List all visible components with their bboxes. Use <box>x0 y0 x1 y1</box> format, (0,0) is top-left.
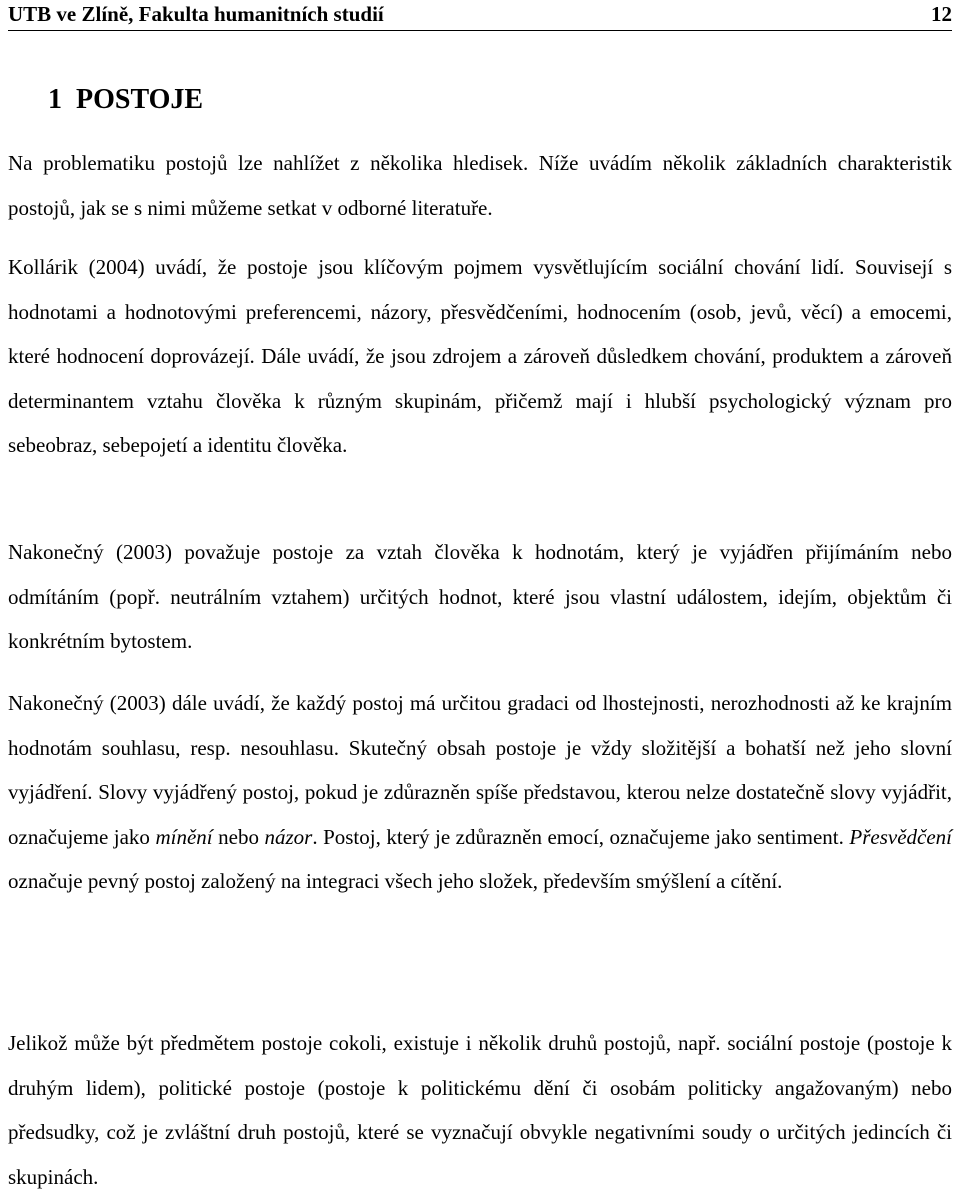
chapter-heading <box>48 82 203 118</box>
page-number: 12 <box>931 2 952 26</box>
paragraph-text: označuje pevný postoj založený na integraci všech jeho složek, především smýšlení a cítění. <box>8 869 783 893</box>
term-mineni: mínění <box>155 824 213 849</box>
paragraph-types-of-attitudes: Jelikož může být předmětem postoje cokoli, existuje i několik druhů postojů, např. sociální postoje (postoje k druhým lidem), politické postoje (postoje k politickému dění či osobám politicky angažovaným) nebo předsudky, což je zvláštní druh postojů, které se vyznačují obvykle negativními soudy o určitých jedincích či skupinách. <box>8 1031 952 1189</box>
paragraph-text: Nakonečný (2003) dále uvádí, že každý postoj má určitou gradaci od lhostejnosti, nerozhodnosti až ke krajním hodnotám souhlasu, resp. nesouhlasu. Skutečný obsah postoje je vždy složitější a bohatší než jeho slovní vyjádření. Slovy vyjádřený postoj, pokud je zdůrazněn spíše představou, kterou nelze dostatečně slovy vyjádřit, označujeme jako <box>8 691 952 849</box>
header-institution: UTB ve Zlíně, Fakulta humanitních studií <box>8 2 384 26</box>
paragraph-nakonecny-gradation <box>8 681 952 904</box>
chapter-title: POSTOJE <box>76 84 204 115</box>
paragraph-text: . Postoj, který je zdůrazněn emocí, označujeme jako sentiment. <box>312 824 844 849</box>
paragraph-intro: Na problematiku postojů lze nahlížet z několika hledisek. Níže uvádím několik základních charakteristik postojů, jak se s nimi můžeme setkat v odborné literatuře. <box>8 151 952 220</box>
term-nazor: názor <box>264 824 313 849</box>
paragraph-nakonecny-definition: Nakonečný (2003) považuje postoje za vztah člověka k hodnotám, který je vyjádřen přijímáním nebo odmítáním (popř. neutrálním vztahem) určitých hodnot, které jsou vlastní událostem, idejím, objektům či konkrétním bytostem. <box>8 540 952 653</box>
paragraph-kollarik: Kollárik (2004) uvádí, že postoje jsou klíčovým pojmem vysvětlujícím sociální chování lidí. Souvisejí s hodnotami a hodnotovými preferencemi, názory, přesvědčeními, hodnocením (osob, jevů, věcí) a emocemi, které hodnocení doprovázejí. Dále uvádí, že jsou zdrojem a zároveň důsledkem chování, produktem a zároveň determinantem vztahu člověka k různým skupinám, přičemž mají i hlubší psychologický význam pro sebeobraz, sebepojetí a identitu člověka. <box>8 255 952 457</box>
chapter-number: 1 <box>48 84 62 115</box>
term-presvedceni: Přesvědčení <box>849 824 953 849</box>
paragraph-text: nebo <box>218 824 259 849</box>
running-header <box>8 0 952 31</box>
